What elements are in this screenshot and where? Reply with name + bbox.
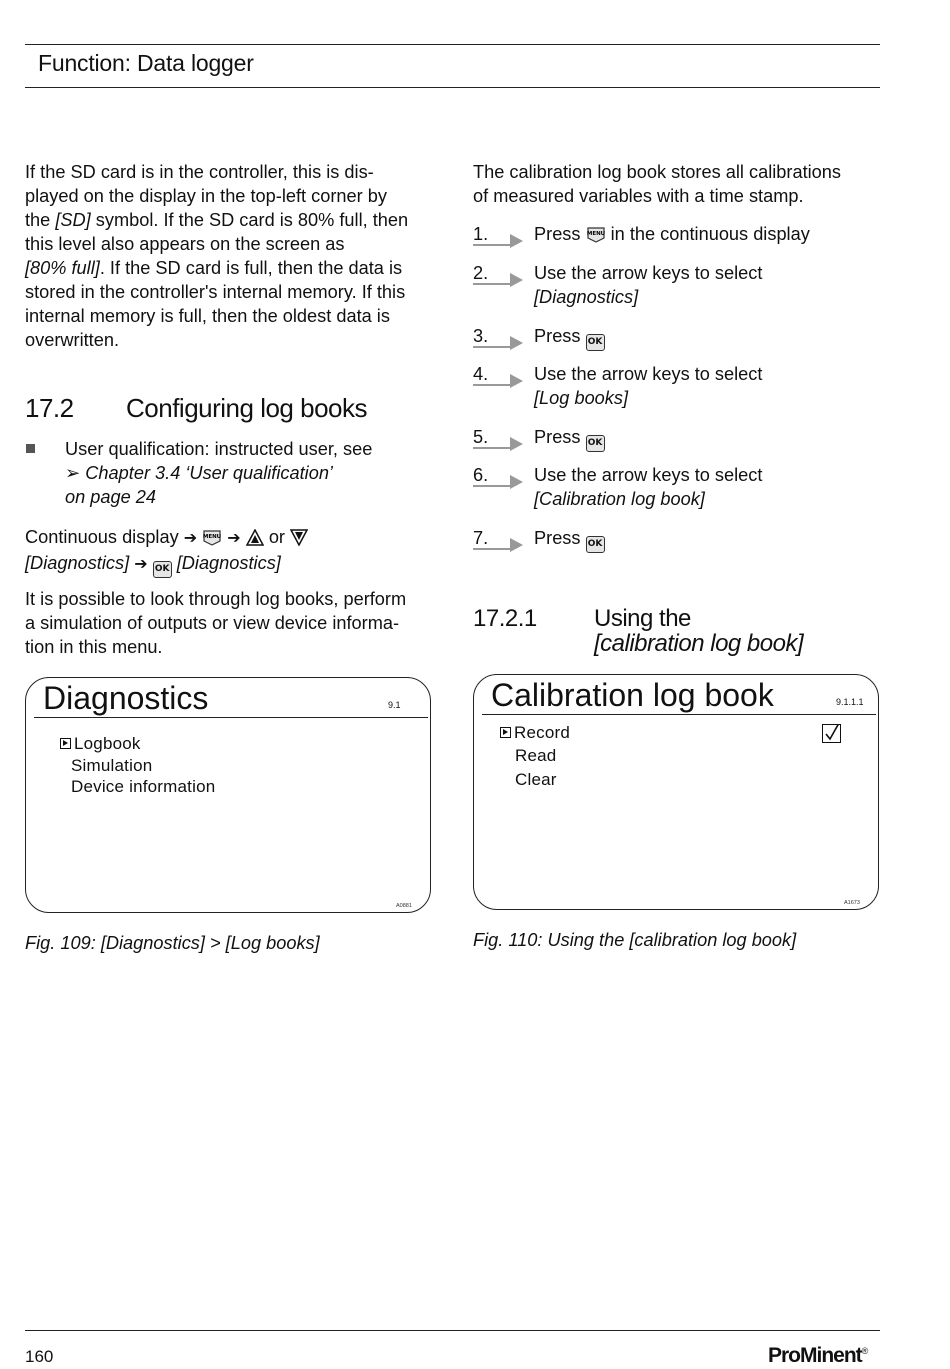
step-bar-icon (473, 447, 510, 449)
calibration-log-book-screen (473, 674, 879, 910)
footer-rule (25, 1330, 880, 1331)
screen-title: Diagnostics (43, 680, 209, 716)
menu-item-clear[interactable]: Clear (515, 770, 557, 789)
svg-text:MENU: MENU (586, 231, 605, 237)
intro-line: If the SD card is in the controller, this is dis- (25, 162, 374, 182)
menu-item-logbook[interactable]: Logbook (60, 734, 141, 754)
step-arrow-icon (510, 437, 523, 451)
header-top-rule (25, 44, 880, 45)
left-desc: It is possible to look through log books, perform a simulation of outputs or view device informa- tion in this menu. (25, 589, 407, 657)
page-number: 160 (25, 1347, 54, 1366)
figure-code: A0881 (396, 903, 412, 909)
intro-line: played on the display in the top-left corner by (25, 186, 387, 206)
step-arrow-icon (510, 336, 523, 350)
section-heading (25, 393, 367, 424)
step-bar-icon (473, 548, 510, 550)
section-title: Configuring log books (126, 393, 367, 423)
prominent-logo: ProMinent® (768, 1344, 868, 1367)
figure-caption: Fig. 109: [Diagnostics] > [Log books] (25, 933, 320, 953)
step-arrow-icon (510, 273, 523, 287)
chapter-link[interactable]: ➢ Chapter 3.4 ‘User qualification’ (65, 463, 333, 483)
path-start: Continuous display (25, 527, 179, 547)
subsection-number: 17.2.1 (473, 605, 537, 632)
header-bottom-rule (25, 87, 880, 88)
section-number: 17.2 (25, 393, 74, 423)
ok-key-icon: OK (586, 536, 605, 553)
screen-number: 9.1 (388, 700, 401, 710)
figure-code: A1673 (844, 900, 860, 906)
screen-title: Calibration log book (491, 677, 774, 713)
path-diagnostics-target: [Diagnostics] (176, 553, 281, 573)
checkbox-checked-icon[interactable] (822, 724, 841, 743)
arrow-right-icon: ➔ (183, 530, 198, 547)
left-intro (25, 160, 445, 352)
svg-text:MENU: MENU (203, 534, 222, 540)
diagnostics-screen (25, 677, 431, 913)
right-intro: The calibration log book stores all calibrations of measured variables with a time stamp. (473, 162, 841, 206)
path-diagnostics: [Diagnostics] (25, 553, 130, 573)
step-arrow-icon (510, 234, 523, 248)
cursor-icon (60, 738, 71, 749)
screen-divider (34, 717, 428, 718)
bullet-label: User qualification: (65, 439, 210, 459)
step-bar-icon (473, 384, 510, 386)
step-arrow-icon (510, 475, 523, 489)
menu-key-icon (586, 226, 606, 243)
ok-key-icon: OK (586, 435, 605, 452)
figure-caption: Fig. 110: Using the [calibration log book] (473, 930, 797, 950)
subsection-title: Using the (594, 605, 691, 632)
intro-line: [80% full]. If the SD card is full, then the data is (25, 258, 403, 278)
down-arrow-key-icon (290, 529, 308, 546)
menu-item-record[interactable]: Record (500, 723, 570, 743)
step-bar-icon (473, 244, 510, 246)
step-bar-icon (473, 485, 510, 487)
link-arrow-icon: ➢ (65, 463, 86, 483)
intro-line: this level also appears on the screen as (25, 234, 345, 254)
step-arrow-icon (510, 374, 523, 388)
menu-key-icon (202, 529, 222, 546)
screen-number: 9.1.1.1 (836, 697, 864, 707)
intro-line: overwritten. (25, 330, 120, 350)
up-arrow-key-icon (246, 529, 264, 546)
menu-path (25, 525, 445, 578)
subsection-title-italic: [calibration log book] (594, 630, 804, 657)
bullet-text: instructed user, see (209, 439, 373, 459)
header-title: Function: Data logger (38, 50, 254, 76)
step-bar-icon (473, 346, 510, 348)
ok-key-icon: OK (153, 561, 172, 578)
bullet-square-icon (26, 444, 35, 453)
menu-item-device-information[interactable]: Device information (71, 777, 216, 796)
intro-line: stored in the controller's internal memory. If this (25, 282, 406, 302)
arrow-right-icon: ➔ (227, 530, 241, 547)
step-arrow-icon (510, 538, 523, 552)
path-or: or (268, 527, 285, 547)
menu-item-read[interactable]: Read (515, 746, 557, 765)
menu-item-simulation[interactable]: Simulation (71, 756, 153, 775)
step-bar-icon (473, 283, 510, 285)
intro-line: internal memory is full, then the oldest data is (25, 306, 390, 326)
cursor-icon (500, 727, 511, 738)
chapter-link-page[interactable]: on page 24 (65, 487, 157, 507)
screen-divider (482, 714, 876, 715)
arrow-right-icon: ➔ (134, 556, 148, 573)
intro-line: the [SD] symbol. If the SD card is 80% full, then (25, 210, 409, 230)
ok-key-icon: OK (586, 334, 605, 351)
